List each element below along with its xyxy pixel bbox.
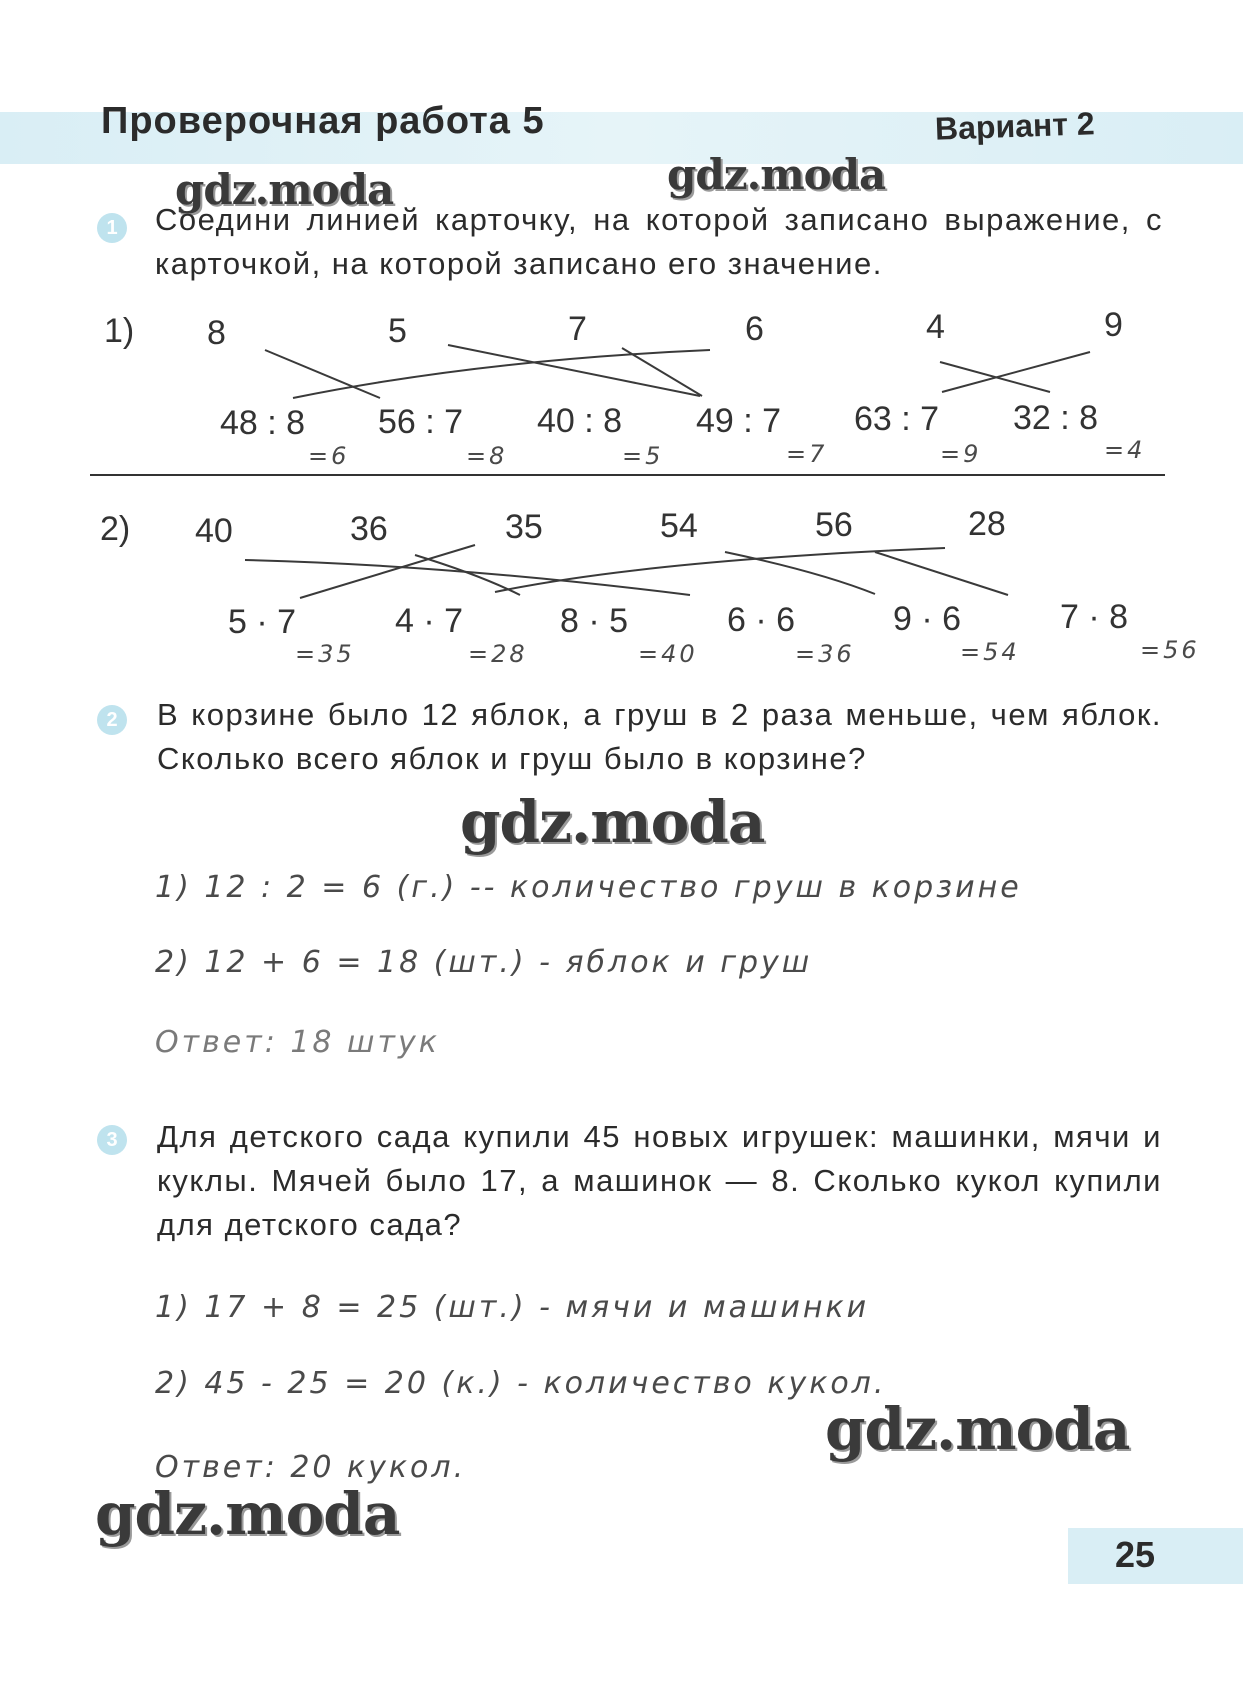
connecting-line [265,350,380,398]
connecting-line [495,548,945,592]
task1-text: Соедини линией карточку, на которой записано выражение, с карточкой, на которой записано его значение. [155,202,1163,281]
expression-card: 63 : 7 [854,400,940,438]
task3-text: Для детского сада купили 45 новых игрушек: машинки, мячи и куклы. Мячей было 17, а машинок — 8. Сколько кукол купили для детского сада? [157,1119,1162,1242]
handwritten-answer: =4 [1104,436,1146,464]
expression-card: 4 · 7 [395,602,464,640]
task-number-2: 2 [97,705,127,735]
connecting-line [293,350,710,398]
connecting-line [245,560,690,595]
solution-line: 1) 12 : 2 = 6 (г.) -- количество груш в корзине [155,870,1022,905]
value-card: 28 [968,505,1006,543]
watermark: gdz.moda [825,1395,1130,1463]
part-label: 2) [100,510,131,548]
value-card: 54 [660,507,698,545]
page-title: Проверочная работа 5 [101,100,545,142]
watermark: gdz.moda [460,788,765,856]
page-number-band [1068,1528,1243,1584]
expression-card: 7 · 8 [1060,598,1129,636]
value-card: 6 [745,310,764,348]
expression-card: 48 : 8 [220,404,306,442]
expression-card: 9 · 6 [893,600,962,638]
value-card: 8 [207,314,226,352]
handwritten-answer: =36 [795,640,855,668]
task2-text: В корзине было 12 яблок, а груш в 2 раза меньше, чем яблок. Сколько всего яблок и груш было в корзине? [157,697,1162,776]
handwritten-answer: =54 [960,638,1020,666]
handwritten-answer: =5 [622,442,664,470]
expression-card: 5 · 7 [228,603,297,641]
solution-line: 2) 45 - 25 = 20 (к.) - количество кукол. [155,1366,887,1401]
watermark: gdz.moda [175,165,394,214]
value-card: 9 [1104,306,1123,344]
connecting-line [942,352,1090,392]
expression-card: 8 · 5 [560,602,629,640]
handwritten-answer: =56 [1140,636,1200,664]
value-card: 7 [568,310,587,348]
task-number-1: 1 [97,213,127,243]
handwritten-answer: =6 [308,442,350,470]
answer-line: Ответ: 18 штук [155,1025,440,1060]
handwritten-answer: =28 [468,640,528,668]
solution-line: 1) 17 + 8 = 25 (шт.) - мячи и машинки [155,1290,870,1325]
handwritten-answer: =7 [786,440,828,468]
variant-label: Вариант 2 [934,105,1096,147]
value-card: 5 [388,312,407,350]
handwritten-answer: =40 [638,640,698,668]
value-card: 36 [350,510,388,548]
connecting-line [300,545,475,598]
expression-card: 40 : 8 [537,402,623,440]
connecting-line [875,552,1008,595]
answer-line: Ответ: 20 кукол. [155,1450,467,1485]
solution-line: 2) 12 + 6 = 18 (шт.) - яблок и груш [155,945,813,980]
expression-card: 32 : 8 [1013,399,1099,437]
watermark: gdz.moda [95,1480,400,1548]
value-card: 56 [815,506,853,544]
connecting-line [725,552,875,594]
value-card: 35 [505,508,543,546]
page-number: 25 [1115,1534,1156,1575]
handwritten-answer: =9 [940,440,982,468]
part-label: 1) [104,312,135,350]
value-card: 4 [926,308,945,346]
task-number-3: 3 [97,1125,127,1155]
watermark: gdz.moda [667,150,886,199]
handwritten-answer: =35 [295,640,355,668]
value-card: 40 [195,512,233,550]
expression-card: 49 : 7 [696,402,782,440]
handwritten-answer: =8 [466,442,508,470]
expression-card: 56 : 7 [378,403,464,441]
expression-card: 6 · 6 [727,601,796,639]
